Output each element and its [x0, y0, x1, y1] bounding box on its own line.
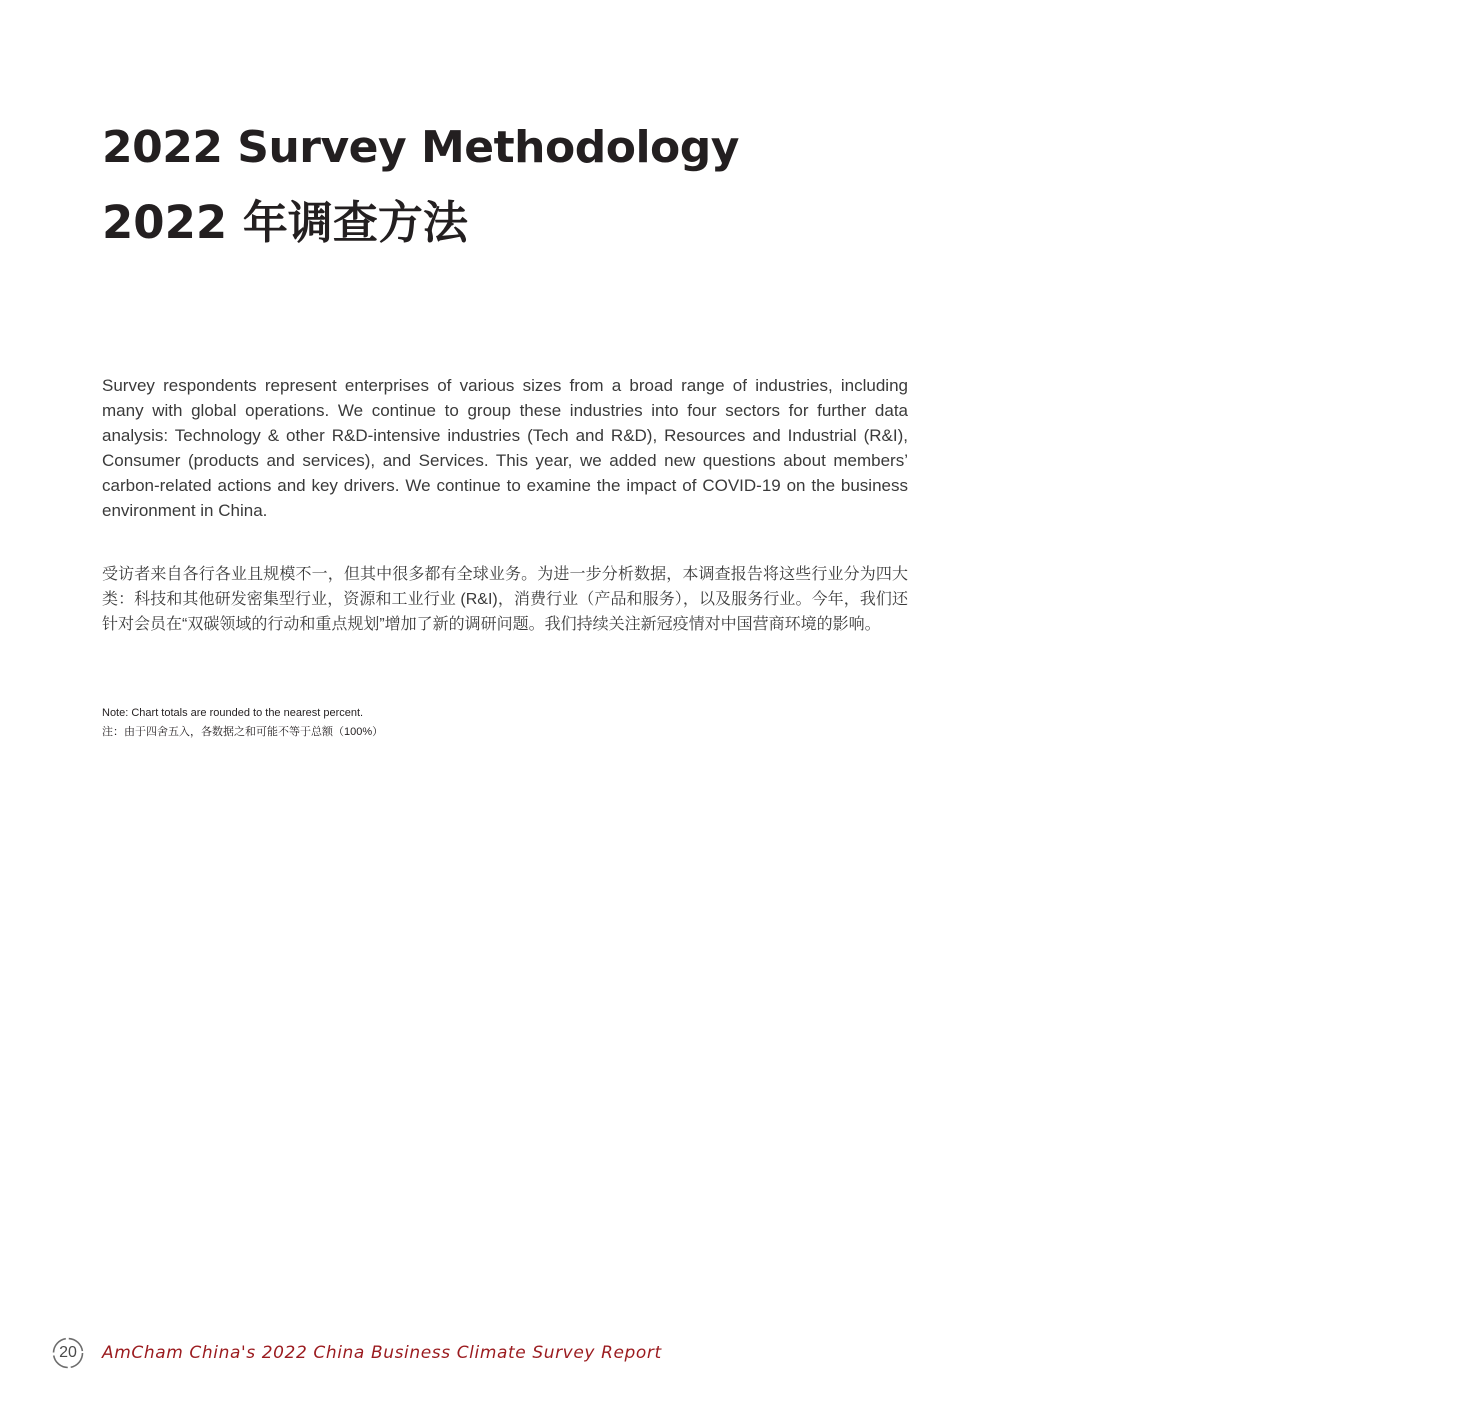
chart-note-en: Note: Chart totals are rounded to the nearest percent.: [102, 707, 364, 719]
page-title-en: 2022 Survey Methodology: [102, 122, 739, 173]
report-title: AmCham China's 2022 China Business Climate Survey Report: [102, 1343, 662, 1363]
page-footer: [52, 1336, 662, 1370]
chart-note: [102, 704, 383, 742]
methodology-paragraph-en: Survey respondents represent enterprises of various sizes from a broad range of industries, including many with global operations. We continue to group these industries into four sectors for further data analysis: Technology & other R&D-intensive industries (Tech and R&D), Resources and Industrial (R&I), Consumer (products and services), and Services. This year, we added new questions about members’ carbon-related actions and key drivers. We continue to examine the impact of COVID-19 on the business environment in China.: [102, 376, 908, 520]
page-number-badge: [52, 1337, 84, 1369]
chart-note-zh: 注：由于四舍五入，各数据之和可能不等于总额（100%）: [102, 726, 384, 738]
page-title-zh: 2022 年调查方法: [102, 196, 468, 249]
page-number: 20: [59, 1344, 77, 1361]
methodology-paragraph-zh: 受访者来自各行各业且规模不一，但其中很多都有全球业务。为进一步分析数据，本调查报告将这些行业分为四大类：科技和其他研发密集型行业，资源和工业行业 (R&I)，消费行业（产品和服务），以及服务行业。今年，我们还针对会员在“双碳领域的行动和重点规划”增加了新的调研问题。我们持续关注新冠疫情对中国营商环境的影响。: [102, 566, 908, 633]
